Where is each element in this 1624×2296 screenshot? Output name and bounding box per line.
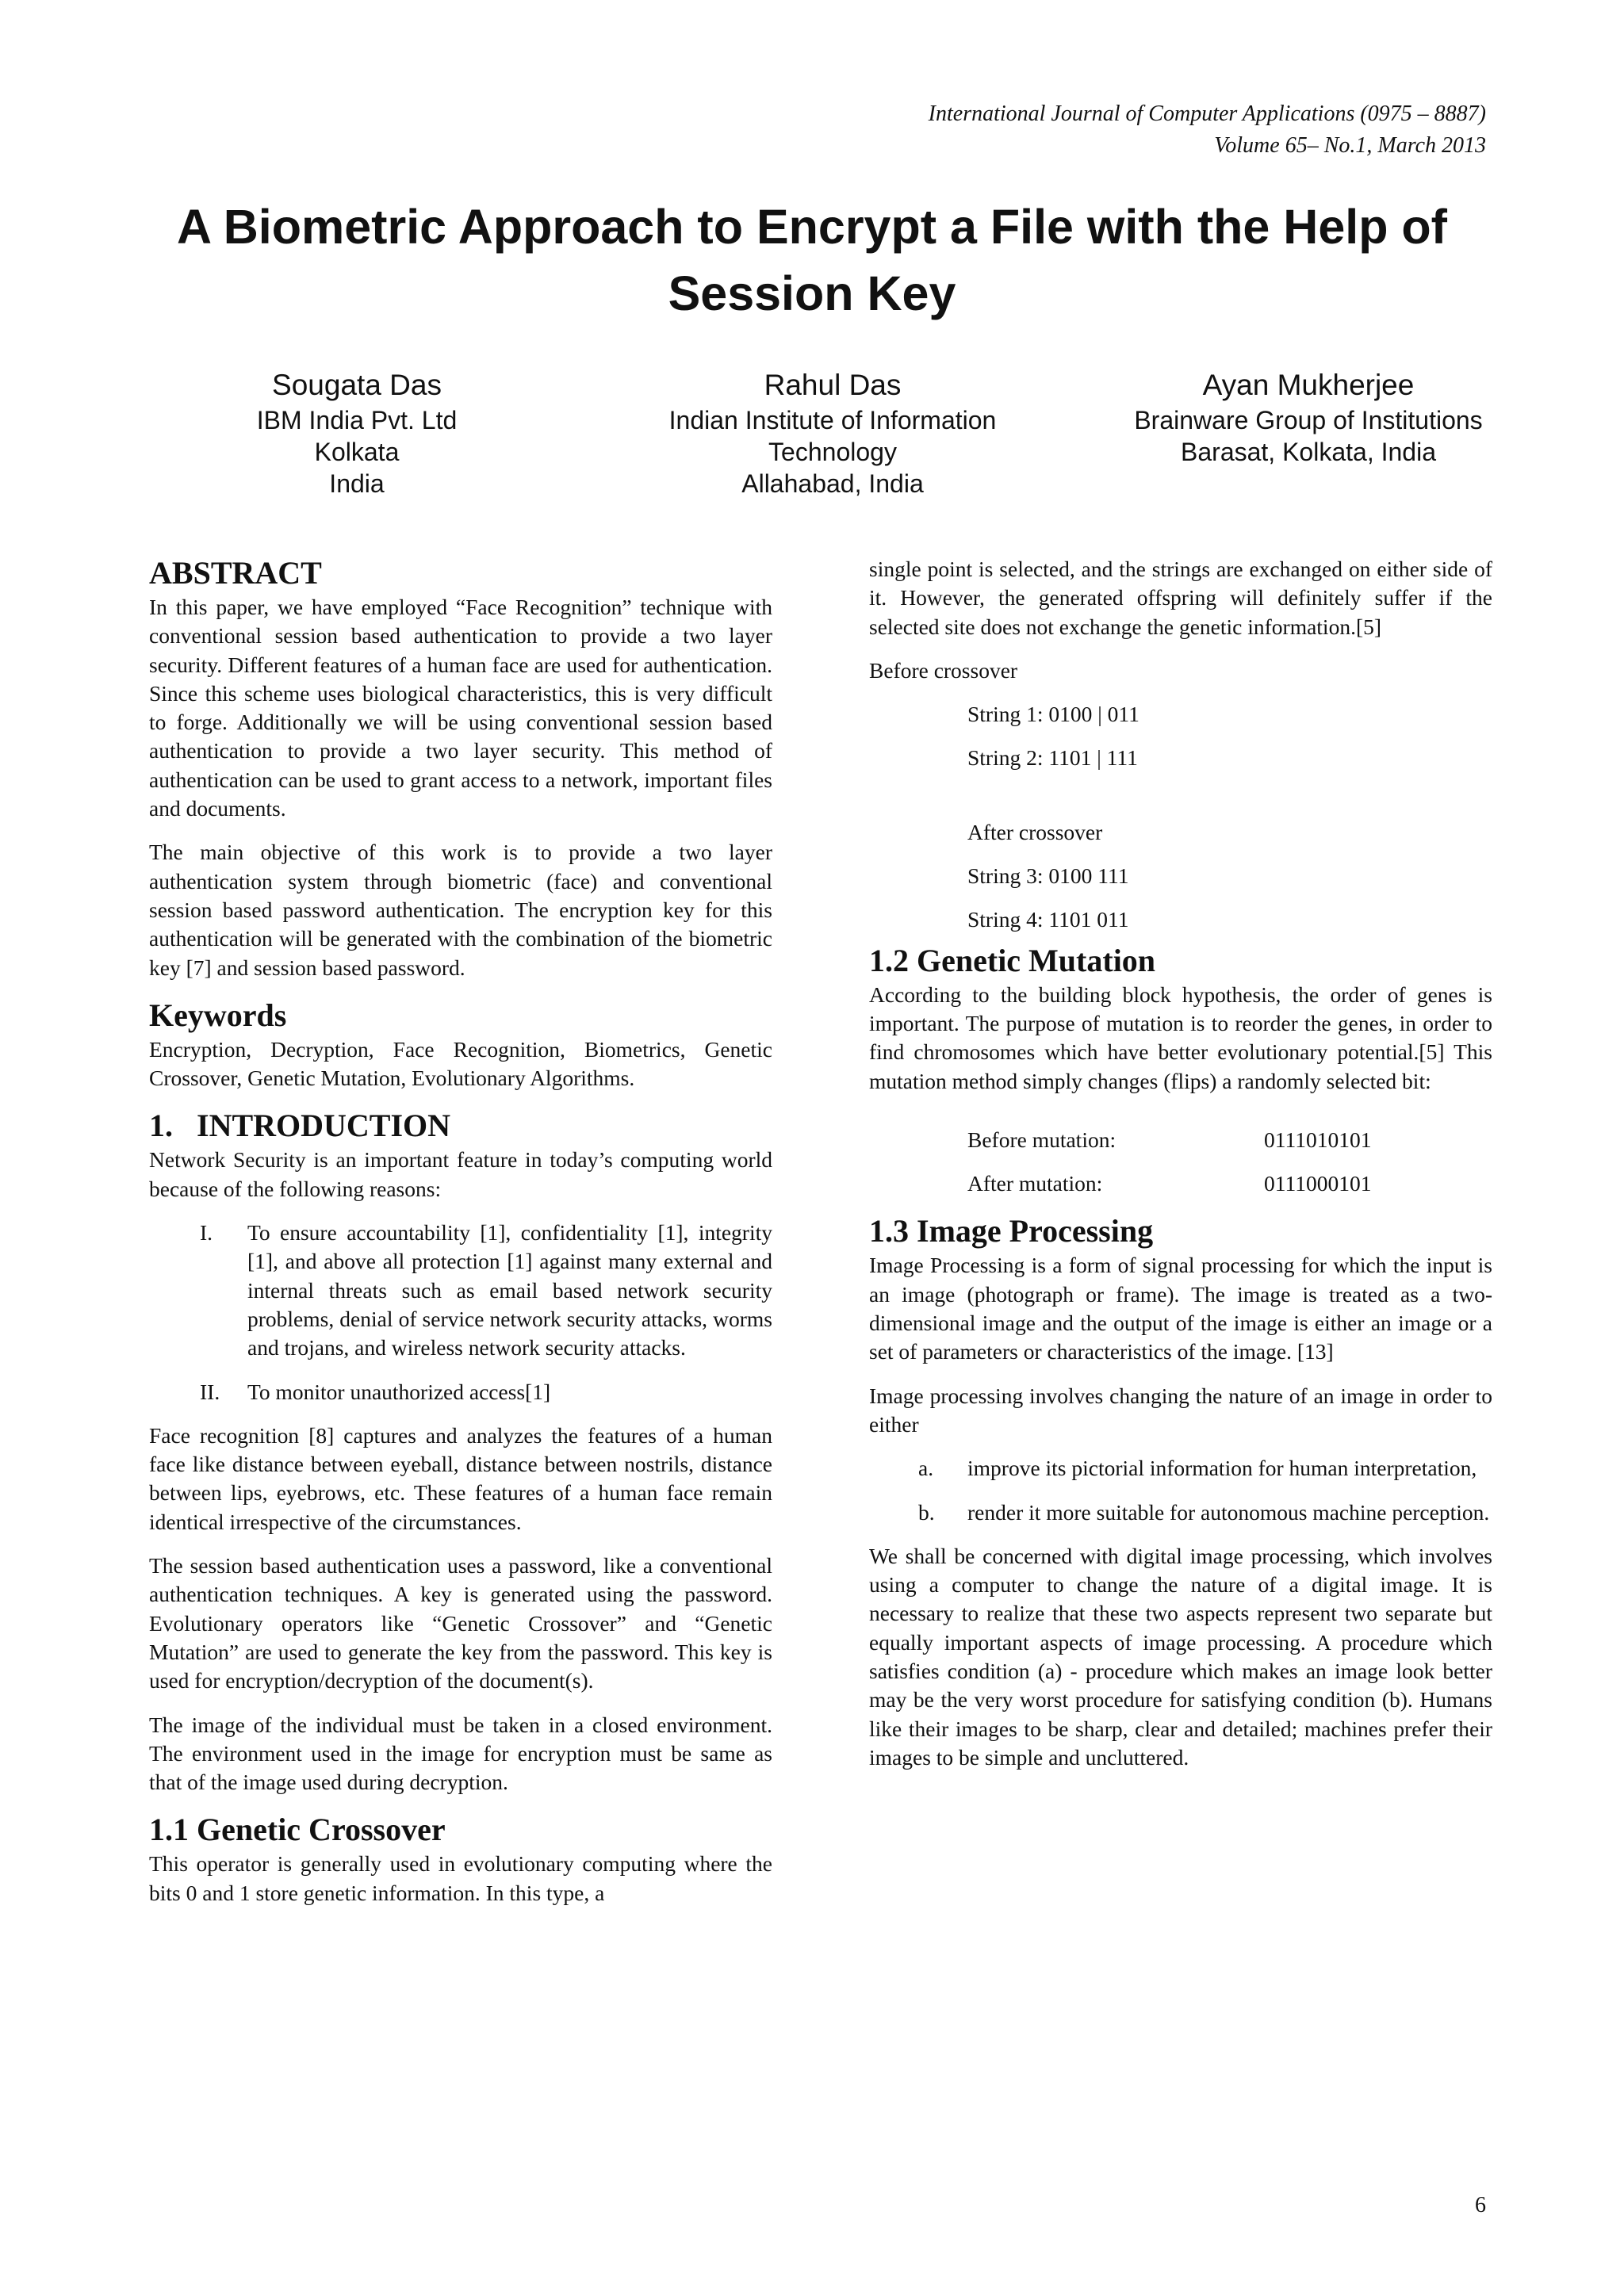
right-column: [869, 555, 1492, 1787]
mutation-table: [967, 1126, 1371, 1214]
table-cell: 0111010101: [1264, 1127, 1372, 1152]
list-item-text: To monitor unauthorized access[1]: [247, 1379, 551, 1404]
list-item-text: render it more suitable for autonomous machine perception.: [967, 1499, 1490, 1525]
image-processing-heading: 1.3 Image Processing: [869, 1213, 1154, 1249]
list-marker: a.: [918, 1456, 934, 1481]
list-marker: I.: [200, 1220, 213, 1246]
list-item: [869, 1498, 1492, 1527]
after-crossover-label: After crossover: [967, 819, 1103, 844]
mutation-heading: 1.2 Genetic Mutation: [869, 942, 1156, 978]
keywords-heading: Keywords: [149, 997, 287, 1033]
author-affiliation: India: [329, 469, 385, 498]
crossover-heading: 1.1 Genetic Crossover: [149, 1812, 446, 1848]
intro-paragraph: Face recognition [8] captures and analyzes the features of a human face like distance between eyeball, distance between nostrils, distance between lips, eyebrows, etc. These features of a human face remain identical irrespective of the circumstances.: [149, 1422, 772, 1534]
journal-volume: Volume 65– No.1, March 2013: [1214, 133, 1486, 158]
string-4: String 4: 1101 011: [967, 907, 1129, 932]
image-paragraph: Image Processing is a form of signal processing for which the input is an image (photograph or frame). The image is treated as a two-dimensional image and the output of the image is either an image or a set of parameters or characteristics of the image. [13]: [869, 1253, 1492, 1364]
table-row: [967, 1126, 1371, 1169]
reasons-list: [149, 1219, 772, 1406]
abstract-paragraph: In this paper, we have employed “Face Recognition” technique with conventional session based authentication to provide a two layer security. Different features of a human face are used for authentication. Since this scheme uses biological characteristics, this is very difficult to forge. Additionally we will be using conventional session based authentication to provide a two layer security. This method of authentication can be used to grant access to a network, important files and documents.: [149, 595, 772, 821]
abstract-heading: ABSTRACT: [149, 555, 322, 591]
paper-title: A Biometric Approach to Encrypt a File with the Help of Session Key: [177, 200, 1447, 320]
author-affiliation: Allahabad, India: [741, 469, 924, 498]
crossover-paragraph: This operator is generally used in evolutionary computing where the bits 0 and 1 store genetic information. In this type, a: [149, 1851, 772, 1905]
mutation-paragraph: According to the building block hypothesis, the order of genes is important. The purpose of mutation is to reorder the genes, in order to find chromosomes which have better evolutionary potential.[5] This mutation method simply changes (flips) a randomly selected bit:: [869, 982, 1492, 1093]
author-affiliation: Barasat, Kolkata, India: [1181, 438, 1436, 466]
author-block: [151, 366, 1515, 499]
author-name: Ayan Mukherjee: [1202, 369, 1415, 401]
table-cell: 0111000101: [1264, 1171, 1372, 1196]
table-cell: Before mutation:: [967, 1127, 1116, 1152]
crossover-paragraph-continued: single point is selected, and the strings are exchanged on either side of it. However, the generated offspring will definitely suffer if the selected site does not exchange the genetic information.[5]: [869, 557, 1492, 639]
journal-name: International Journal of Computer Applications (0975 – 8887): [928, 101, 1486, 126]
page-number: 6: [1475, 2193, 1486, 2218]
intro-paragraph: Network Security is an important feature in today’s computing world because of the following reasons:: [149, 1147, 772, 1201]
author-3: [1102, 366, 1515, 499]
goals-list: [869, 1454, 1492, 1527]
list-item: [149, 1219, 772, 1362]
author-name: Rahul Das: [764, 369, 902, 401]
author-affiliation: Brainware Group of Institutions: [1134, 406, 1483, 434]
table-cell: After mutation:: [967, 1171, 1103, 1196]
list-item-text: To ensure accountability [1], confidentiality [1], integrity [1], and above all protection [1] against many external and internal threats such as email based network security problems, denial of service network security attacks, worms and trojans, and wireless network security attacks.: [247, 1220, 772, 1360]
author-affiliation: Technology: [768, 438, 897, 466]
string-1: String 1: 0100 | 011: [967, 702, 1139, 727]
list-item: [149, 1378, 772, 1406]
image-paragraph: Image processing involves changing the nature of an image in order to either: [869, 1383, 1492, 1437]
introduction-heading: 1. INTRODUCTION: [149, 1108, 451, 1144]
author-2: [626, 366, 1039, 499]
string-3: String 3: 0100 111: [967, 863, 1129, 889]
keywords-text: Encryption, Decryption, Face Recognition, Biometrics, Genetic Crossover, Genetic Mutation, Evolutionary Algorithms.: [149, 1036, 772, 1091]
list-item-text: improve its pictorial information for human interpretation,: [967, 1456, 1477, 1481]
list-marker: b.: [918, 1499, 935, 1525]
author-affiliation: Kolkata: [314, 438, 400, 466]
left-column: [149, 555, 772, 1923]
list-item: [869, 1454, 1492, 1483]
abstract-paragraph: The main objective of this work is to provide a two layer authentication system through biometric (face) and conventional session based password authentication. The encryption key for this authentication will be generated with the combination of the biometric key [7] and session based password.: [149, 840, 772, 980]
author-name: Sougata Das: [272, 369, 442, 401]
author-affiliation: IBM India Pvt. Ltd: [256, 406, 458, 434]
string-2: String 2: 1101 | 111: [967, 745, 1138, 771]
before-crossover-label: Before crossover: [869, 657, 1018, 683]
author-affiliation: Indian Institute of Information: [668, 406, 997, 434]
journal-header: [929, 98, 1486, 162]
table-row: [967, 1169, 1371, 1213]
intro-paragraph: The session based authentication uses a password, like a conventional authentication techniques. A key is generated using the password. Evolutionary operators like “Genetic Crossover” and “Genetic Mutation” are used to generate the key from the password. This key is used for encryption/decryption of the document(s).: [149, 1553, 772, 1693]
intro-paragraph: The image of the individual must be taken in a closed environment. The environment used in the image for encryption must be same as that of the image used during decryption.: [149, 1712, 772, 1795]
image-paragraph: We shall be concerned with digital image processing, which involves using a computer to change the nature of a digital image. It is necessary to realize that these two aspects represent two separate but equally important aspects of image processing. A procedure which satisfies condition (a) - procedure which makes an image look better may be the very worst procedure for satisfying condition (b). Humans like their images to be sharp, clear and detailed; machines prefer their images to be simple and uncluttered.: [869, 1543, 1492, 1770]
list-marker: II.: [200, 1379, 220, 1404]
author-1: [151, 366, 563, 499]
